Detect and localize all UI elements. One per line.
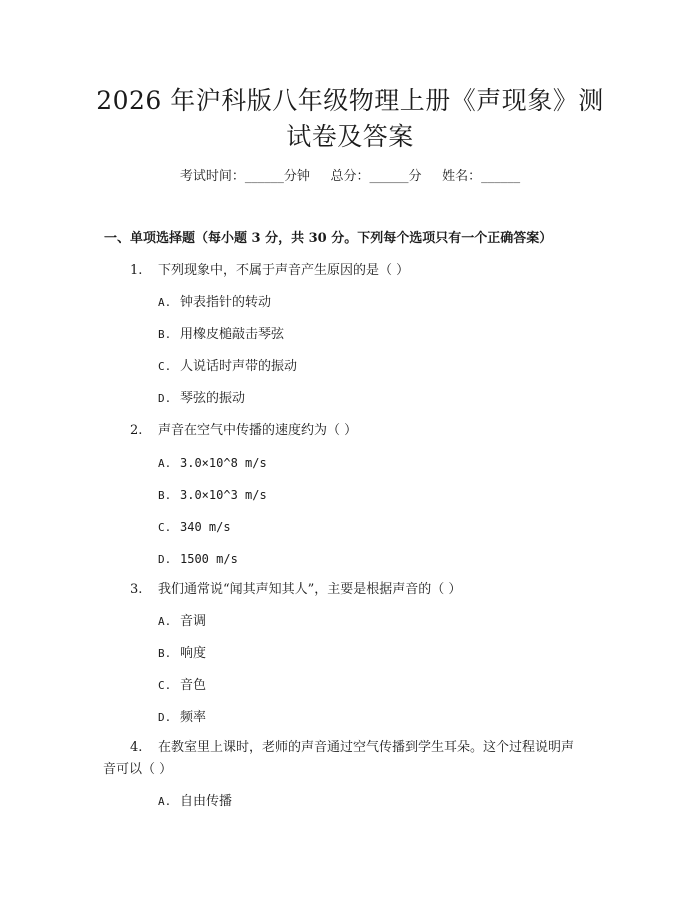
option-text: 3.0×10^8 m/s bbox=[180, 456, 267, 470]
option-text: 1500 m/s bbox=[180, 552, 238, 566]
option-2b bbox=[158, 486, 267, 505]
option-letter: C. bbox=[158, 679, 172, 692]
question-4-continuation: 音可以（ ） bbox=[103, 762, 173, 777]
option-text: 钟表指针的转动 bbox=[180, 295, 272, 310]
option-letter: D. bbox=[158, 711, 172, 724]
option-letter: D. bbox=[158, 553, 172, 566]
option-text: 用橡皮槌敲击琴弦 bbox=[180, 327, 285, 342]
option-letter: A. bbox=[158, 457, 172, 470]
question-1 bbox=[130, 262, 409, 280]
question-number: 3. bbox=[130, 582, 143, 597]
option-text: 频率 bbox=[180, 710, 207, 725]
option-text: 音色 bbox=[180, 678, 207, 693]
exam-info-line: 考试时间：______分钟 总分：______分 姓名：______ bbox=[179, 169, 521, 184]
option-3a bbox=[158, 613, 206, 631]
document-title-line-1: 2026 年沪科版八年级物理上册《声现象》测 bbox=[96, 86, 604, 115]
document-title-line-2: 试卷及答案 bbox=[286, 122, 414, 151]
option-3c bbox=[158, 677, 206, 695]
option-text: 人说话时声带的振动 bbox=[180, 359, 298, 374]
option-letter: C. bbox=[158, 360, 172, 373]
option-1d bbox=[158, 390, 245, 408]
option-2a bbox=[158, 454, 267, 473]
question-text-line-1: 在教室里上课时，老师的声音通过空气传播到学生耳朵。这个过程说明声 bbox=[158, 740, 575, 755]
question-3 bbox=[130, 581, 461, 599]
option-letter: A. bbox=[158, 615, 172, 628]
option-text: 琴弦的振动 bbox=[180, 391, 246, 406]
option-text: 3.0×10^3 m/s bbox=[180, 488, 267, 502]
option-text: 340 m/s bbox=[180, 520, 231, 534]
option-letter: A. bbox=[158, 795, 172, 808]
option-4a bbox=[158, 793, 232, 811]
option-3b bbox=[158, 645, 206, 663]
question-4 bbox=[130, 739, 574, 757]
option-letter: A. bbox=[158, 296, 172, 309]
question-text: 我们通常说“闻其声知其人”，主要是根据声音的（ ） bbox=[158, 582, 462, 597]
option-letter: B. bbox=[158, 647, 172, 660]
option-1c bbox=[158, 358, 297, 376]
option-text: 音调 bbox=[180, 614, 207, 629]
option-2c bbox=[158, 518, 231, 537]
option-letter: D. bbox=[158, 392, 172, 405]
option-letter: B. bbox=[158, 489, 172, 502]
option-letter: C. bbox=[158, 521, 172, 534]
option-1b bbox=[158, 326, 284, 344]
question-number: 4. bbox=[130, 740, 143, 755]
option-text: 自由传播 bbox=[180, 794, 233, 809]
question-number: 1. bbox=[130, 263, 143, 278]
option-3d bbox=[158, 709, 206, 727]
question-text: 声音在空气中传播的速度约为（ ） bbox=[158, 423, 358, 438]
option-2d bbox=[158, 550, 238, 569]
question-number: 2. bbox=[130, 423, 143, 438]
option-letter: B. bbox=[158, 328, 172, 341]
option-1a bbox=[158, 294, 271, 312]
question-text: 下列现象中，不属于声音产生原因的是（ ） bbox=[158, 263, 410, 278]
option-text: 响度 bbox=[180, 646, 207, 661]
question-2 bbox=[130, 422, 357, 440]
section-heading: 一、单项选择题（每小题 3 分，共 30 分。下列每个选项只有一个正确答案） bbox=[104, 231, 553, 246]
